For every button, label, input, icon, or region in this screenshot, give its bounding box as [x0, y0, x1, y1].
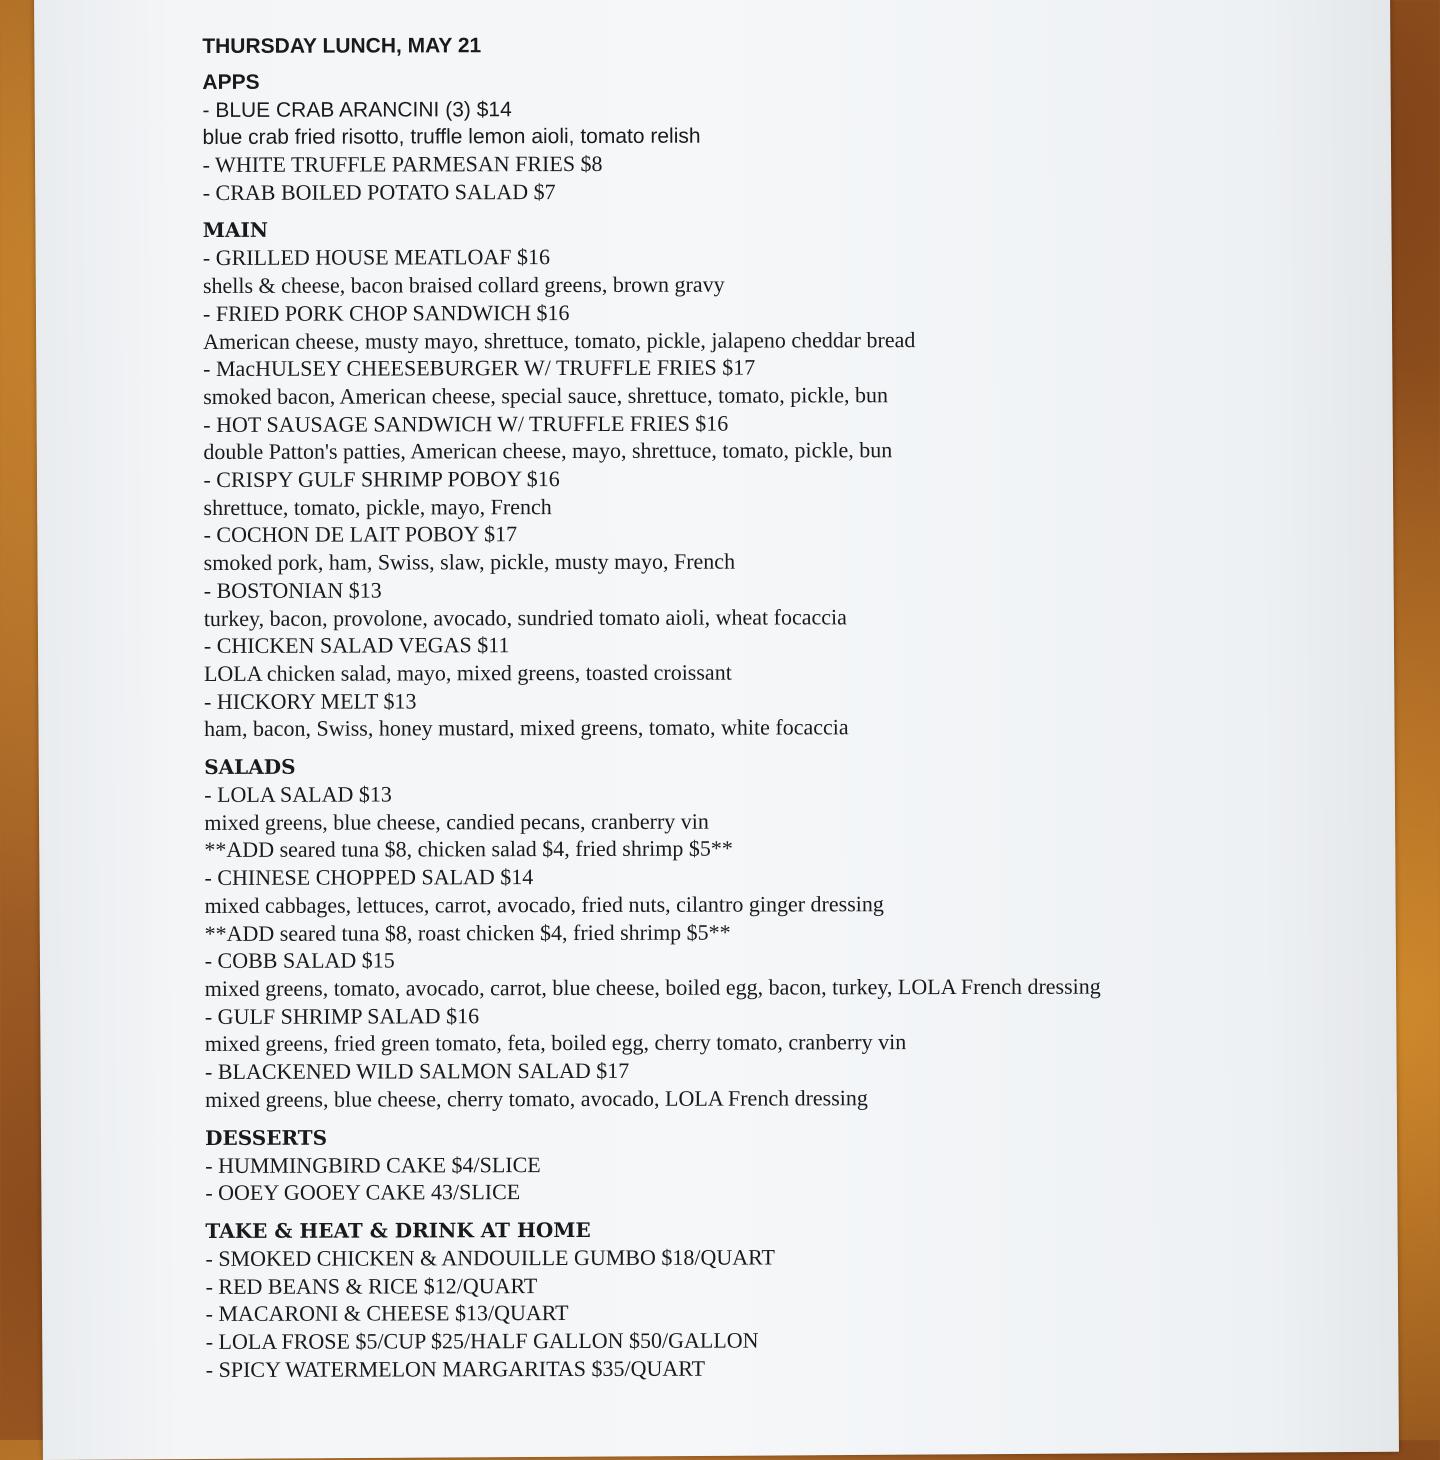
item-description: shells & cheese, bacon braised collard greens, brown gravy — [202, 271, 725, 299]
menu-item: - SPICY WATERMELON MARGARITAS $35/QUART — [205, 1355, 706, 1382]
menu-item: - HUMMINGBIRD CAKE $4/SLICE — [205, 1151, 541, 1178]
menu-item: - WHITE TRUFFLE PARMESAN FRIES $8 — [202, 150, 603, 177]
section-title-main: MAIN — [202, 218, 269, 243]
section-title-desserts: DESSERTS — [205, 1125, 328, 1150]
add-on-note: **ADD seared tuna $8, chicken salad $4, fried shrimp $5** — [204, 836, 733, 863]
item-description: mixed greens, blue cheese, cherry tomato, avocado, LOLA French dressing — [205, 1085, 868, 1112]
menu-item: - MacHULSEY CHEESEBURGER W/ TRUFFLE FRIES $17 — [203, 354, 756, 382]
section-desserts — [205, 1121, 1335, 1207]
item-description: mixed greens, blue cheese, candied pecans, cranberry vin — [204, 808, 709, 835]
menu-item: - LOLA SALAD $13 — [204, 781, 392, 808]
menu-item: - OOEY GOOEY CAKE 43/SLICE — [205, 1179, 521, 1206]
menu-paper — [34, 0, 1399, 1460]
menu-title: THURSDAY LUNCH, MAY 21 — [202, 34, 482, 58]
menu-item: - GULF SHRIMP SALAD $16 — [204, 1002, 480, 1029]
menu-item: - BLUE CRAB ARANCINI (3) $14 — [202, 98, 512, 122]
menu-item: - HICKORY MELT $13 — [203, 688, 417, 714]
item-description: smoked bacon, American cheese, special sauce, shrettuce, tomato, pickle, bun — [203, 382, 889, 409]
menu-item: - RED BEANS & RICE $12/QUART — [205, 1272, 538, 1299]
menu-content — [202, 30, 1336, 1383]
section-main — [203, 213, 1334, 743]
item-description: blue crab fried risotto, truffle lemon aioli, tomato relish — [202, 124, 701, 149]
item-description: mixed cabbages, lettuces, carrot, avocado, fried nuts, cilantro ginger dressing — [204, 891, 884, 918]
menu-item: - CRAB BOILED POTATO SALAD $7 — [202, 178, 556, 205]
menu-item: - COBB SALAD $15 — [204, 947, 395, 974]
item-description: mixed greens, fried green tomato, feta, boiled egg, cherry tomato, cranberry vin — [204, 1029, 907, 1057]
item-description: turkey, bacon, provolone, avocado, sundried tomato aioli, wheat focaccia — [203, 603, 847, 631]
menu-item: - LOLA FROSE $5/CUP $25/HALF GALLON $50/GALLON — [205, 1327, 759, 1354]
add-on-note: **ADD seared tuna $8, roast chicken $4, fried shrimp $5** — [204, 919, 731, 946]
section-salads — [204, 750, 1335, 1113]
menu-item: - CRISPY GULF SHRIMP POBOY $16 — [203, 466, 560, 493]
item-description: mixed greens, tomato, avocado, carrot, blue cheese, boiled egg, bacon, turkey, LOLA French dressing — [204, 973, 1101, 1001]
section-title-take-home: TAKE & HEAT & DRINK AT HOME — [205, 1217, 591, 1243]
menu-item: - CHINESE CHOPPED SALAD $14 — [204, 864, 534, 891]
item-description: double Patton's patties, American cheese, mayo, shrettuce, tomato, pickle, bun — [203, 437, 893, 465]
menu-item: - FRIED PORK CHOP SANDWICH $16 — [202, 299, 570, 326]
item-description: shrettuce, tomato, pickle, mayo, French — [203, 493, 552, 520]
item-description: American cheese, musty mayo, shrettuce, tomato, pickle, jalapeno cheddar bread — [203, 326, 916, 354]
menu-item: - BLACKENED WILD SALMON SALAD $17 — [204, 1057, 630, 1085]
item-description: smoked pork, ham, Swiss, slaw, pickle, musty mayo, French — [203, 548, 736, 576]
section-title-salads: SALADS — [204, 754, 296, 780]
item-description: LOLA chicken salad, mayo, mixed greens, toasted croissant — [203, 659, 732, 686]
menu-item: - GRILLED HOUSE MEATLOAF $16 — [202, 244, 550, 271]
menu-item: - SMOKED CHICKEN & ANDOUILLE GUMBO $18/QUART — [205, 1244, 775, 1271]
menu-item: - CHICKEN SALAD VEGAS $11 — [203, 632, 510, 659]
section-title-apps: APPS — [202, 70, 260, 94]
menu-item: - MACARONI & CHEESE $13/QUART — [205, 1300, 569, 1327]
item-description: ham, bacon, Swiss, honey mustard, mixed greens, tomato, white focaccia — [204, 714, 849, 742]
menu-item: - COCHON DE LAIT POBOY $17 — [203, 521, 518, 548]
menu-item: - BOSTONIAN $13 — [203, 577, 382, 603]
section-apps — [202, 66, 1332, 206]
section-take-home — [205, 1214, 1335, 1383]
menu-item: - HOT SAUSAGE SANDWICH W/ TRUFFLE FRIES $16 — [203, 410, 729, 437]
